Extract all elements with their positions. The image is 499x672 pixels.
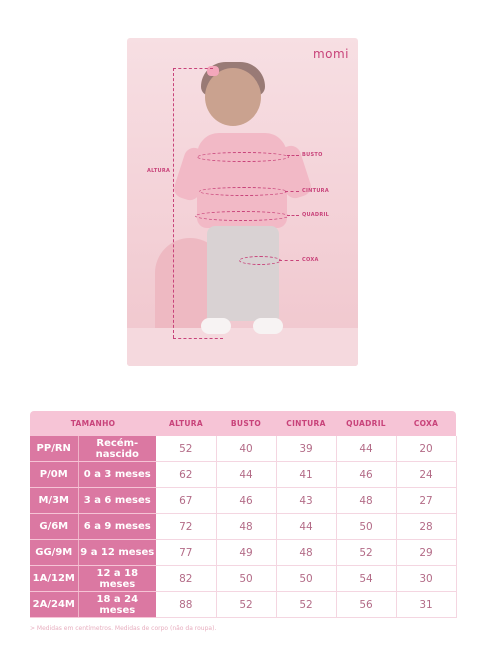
footnote: > Medidas em centímetros. Medidas de corpo (não da roupa). xyxy=(30,625,217,632)
coxa-pointer xyxy=(279,260,299,261)
table-row xyxy=(30,540,456,566)
size-code: M/3M xyxy=(30,488,78,514)
table-row xyxy=(30,566,456,592)
altura-guide-line xyxy=(173,68,174,338)
quadril-value: 56 xyxy=(336,592,396,618)
altura-value: 77 xyxy=(156,540,216,566)
size-code: 1A/12M xyxy=(30,566,78,592)
baby-shoe-right xyxy=(253,318,283,334)
table-row xyxy=(30,514,456,540)
size-code: G/6M xyxy=(30,514,78,540)
altura-guide-bottom xyxy=(173,338,223,339)
header-altura: ALTURA xyxy=(156,411,216,436)
altura-value: 67 xyxy=(156,488,216,514)
table-header-row xyxy=(30,411,456,436)
cintura-value: 48 xyxy=(276,540,336,566)
header-quadril: QUADRIL xyxy=(336,411,396,436)
floor xyxy=(127,328,358,366)
busto-guide xyxy=(197,152,289,162)
baby-head xyxy=(205,68,261,126)
busto-value: 46 xyxy=(216,488,276,514)
altura-value: 62 xyxy=(156,462,216,488)
size-age: Recém-nascido xyxy=(78,436,156,462)
cintura-guide xyxy=(199,187,287,196)
altura-value: 88 xyxy=(156,592,216,618)
size-code: 2A/24M xyxy=(30,592,78,618)
cintura-value: 44 xyxy=(276,514,336,540)
altura-value: 52 xyxy=(156,436,216,462)
cintura-value: 43 xyxy=(276,488,336,514)
quadril-value: 50 xyxy=(336,514,396,540)
busto-value: 49 xyxy=(216,540,276,566)
quadril-guide xyxy=(195,211,289,221)
cintura-value: 52 xyxy=(276,592,336,618)
coxa-value: 30 xyxy=(396,566,456,592)
table-row xyxy=(30,462,456,488)
quadril-value: 44 xyxy=(336,436,396,462)
altura-label: ALTURA xyxy=(147,168,171,174)
measurement-photo xyxy=(127,38,358,366)
quadril-value: 46 xyxy=(336,462,396,488)
quadril-value: 48 xyxy=(336,488,396,514)
size-age: 6 a 9 meses xyxy=(78,514,156,540)
table-row xyxy=(30,488,456,514)
header-cintura: CINTURA xyxy=(276,411,336,436)
busto-label: BUSTO xyxy=(302,152,323,158)
cintura-pointer xyxy=(285,191,299,192)
table-row xyxy=(30,436,456,462)
coxa-value: 20 xyxy=(396,436,456,462)
quadril-pointer xyxy=(287,215,299,216)
coxa-value: 28 xyxy=(396,514,456,540)
size-age: 12 a 18 meses xyxy=(78,566,156,592)
cintura-value: 50 xyxy=(276,566,336,592)
altura-guide-top xyxy=(173,68,213,69)
coxa-value: 27 xyxy=(396,488,456,514)
busto-value: 48 xyxy=(216,514,276,540)
size-age: 3 a 6 meses xyxy=(78,488,156,514)
altura-value: 72 xyxy=(156,514,216,540)
size-age: 0 a 3 meses xyxy=(78,462,156,488)
brand-logo: momi xyxy=(312,47,349,61)
altura-value: 82 xyxy=(156,566,216,592)
baby-legs xyxy=(207,226,279,321)
busto-value: 44 xyxy=(216,462,276,488)
quadril-value: 52 xyxy=(336,540,396,566)
quadril-label: QUADRIL xyxy=(302,212,330,218)
size-code: PP/RN xyxy=(30,436,78,462)
size-code: P/0M xyxy=(30,462,78,488)
coxa-label: COXA xyxy=(302,257,319,263)
size-age: 9 a 12 meses xyxy=(78,540,156,566)
size-age: 18 a 24 meses xyxy=(78,592,156,618)
coxa-value: 29 xyxy=(396,540,456,566)
coxa-value: 31 xyxy=(396,592,456,618)
busto-value: 50 xyxy=(216,566,276,592)
cintura-label: CINTURA xyxy=(302,188,330,194)
cintura-value: 41 xyxy=(276,462,336,488)
busto-value: 52 xyxy=(216,592,276,618)
header-busto: BUSTO xyxy=(216,411,276,436)
quadril-value: 54 xyxy=(336,566,396,592)
size-chart-table xyxy=(30,411,457,618)
header-coxa: COXA xyxy=(396,411,456,436)
header-tamanho: TAMANHO xyxy=(30,411,156,436)
cintura-value: 39 xyxy=(276,436,336,462)
coxa-value: 24 xyxy=(396,462,456,488)
table-row xyxy=(30,592,456,618)
busto-value: 40 xyxy=(216,436,276,462)
size-code: GG/9M xyxy=(30,540,78,566)
busto-pointer xyxy=(287,155,299,156)
baby-shoe-left xyxy=(201,318,231,334)
coxa-guide xyxy=(239,256,281,265)
